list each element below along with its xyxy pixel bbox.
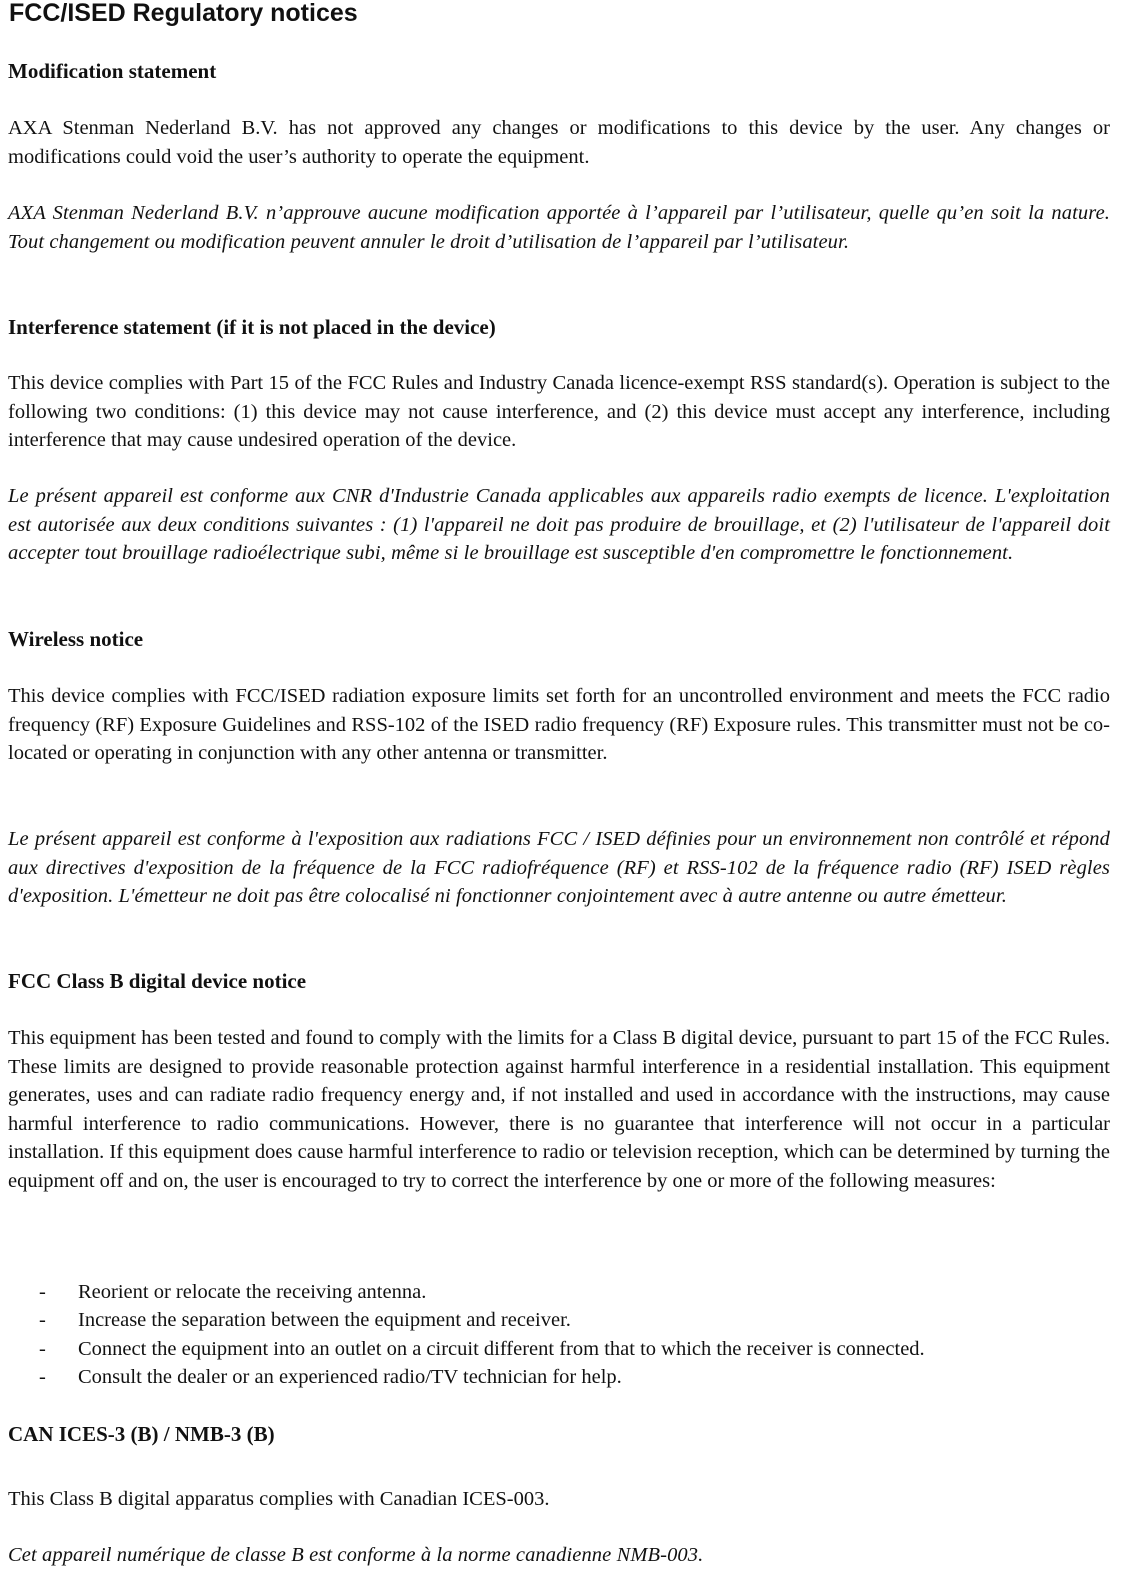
list-item-text: Connect the equipment into an outlet on a circuit different from that to which the receiver is connected. — [78, 1337, 925, 1360]
bullet-marker: - — [39, 1337, 46, 1360]
list-item — [8, 1363, 925, 1391]
list-item-text: Increase the separation between the equipment and receiver. — [78, 1309, 571, 1332]
section-heading-fcc-class-b: FCC Class B digital device notice — [8, 969, 307, 993]
bullet-marker: - — [39, 1365, 46, 1388]
list-item-text: Reorient or relocate the receiving antenna. — [78, 1281, 427, 1303]
measures-list — [8, 1278, 925, 1391]
paragraph-interference-fr: Le présent appareil est conforme aux CNR d'Industrie Canada applicables aux appareils radio exempts de licence. L'exploitation est autorisée aux deux conditions suivantes : (1) l'appareil ne doit pas produire de brouillage, et (2) l'utilisateur de l'appareil doit accepter tout brouillage radioélectrique subi, même si le brouillage est susceptible d'en compromettre le fonctionnement. — [8, 485, 1110, 565]
paragraph-can-ices-en: This Class B digital apparatus complies with Canadian ICES-003. — [8, 1488, 550, 1510]
paragraph-fcc-class-b: This equipment has been tested and found to comply with the limits for a Class B digital device, pursuant to part 15 of the FCC Rules. These limits are designed to provide reasonable protection against harmful interference in a residential installation. This equipment generates, uses and can radiate radio frequency energy and, if not installed and used in accordance with the instructions, may cause harmful interference to radio communications. However, there is no guarantee that interference will not occur in a particular installation. If this equipment does cause harmful interference to radio or television reception, which can be determined by turning the equipment off and on, the user is encouraged to try to correct the interference by one or more of the following measures: — [8, 1027, 1110, 1192]
list-item-text: Consult the dealer or an experienced radio/TV technician for help. — [78, 1365, 622, 1388]
section-heading-modification-statement: Modification statement — [8, 59, 217, 83]
list-item — [8, 1335, 925, 1363]
paragraph-modification-en: AXA Stenman Nederland B.V. has not approved any changes or modifications to this device by the user. Any changes or modifications could void the user’s authority to operate the equipment. — [8, 117, 1110, 168]
page-title: FCC/ISED Regulatory notices — [9, 0, 358, 27]
bullet-marker: - — [39, 1309, 46, 1332]
paragraph-interference-en: This device complies with Part 15 of the FCC Rules and Industry Canada licence-exempt RSS standard(s). Operation is subject to the following two conditions: (1) this device may not cause interference, and (2) this device must accept any interference, including interference that may cause undesired operation of the device. — [8, 372, 1110, 452]
section-heading-wireless-notice: Wireless notice — [8, 627, 144, 651]
paragraph-wireless-fr: Le présent appareil est conforme à l'exposition aux radiations FCC / ISED définies pour un environnement non contrôlé et répond aux directives d'exposition de la fréquence de la FCC radiofréquence (RF) et RSS-102 de la fréquence radio (RF) ISED règles d'exposition. L'émetteur ne doit pas être colocalisé ni fonctionner conjointement avec à autre antenne ou autre émetteur. — [8, 828, 1110, 908]
list-item — [8, 1278, 925, 1306]
paragraph-wireless-en: This device complies with FCC/ISED radiation exposure limits set forth for an uncontrolled environment and meets the FCC radio frequency (RF) Exposure Guidelines and RSS-102 of the ISED radio frequency (RF) Exposure rules. This transmitter must not be co-located or operating in conjunction with any other antenna or transmitter. — [8, 685, 1110, 765]
section-heading-can-ices: CAN ICES-3 (B) / NMB-3 (B) — [8, 1422, 275, 1446]
paragraph-modification-fr: AXA Stenman Nederland B.V. n’approuve aucune modification apportée à l’appareil par l’utilisateur, quelle qu’en soit la nature. Tout changement ou modification peuvent annuler le droit d’utilisation de l’appareil par l’utilisateur. — [8, 202, 1110, 253]
bullet-marker: - — [39, 1281, 46, 1303]
list-item — [8, 1306, 925, 1334]
paragraph-can-ices-fr: Cet appareil numérique de classe B est conforme à la norme canadienne NMB-003. — [8, 1544, 704, 1566]
section-heading-interference-statement: Interference statement (if it is not placed in the device) — [8, 315, 496, 339]
